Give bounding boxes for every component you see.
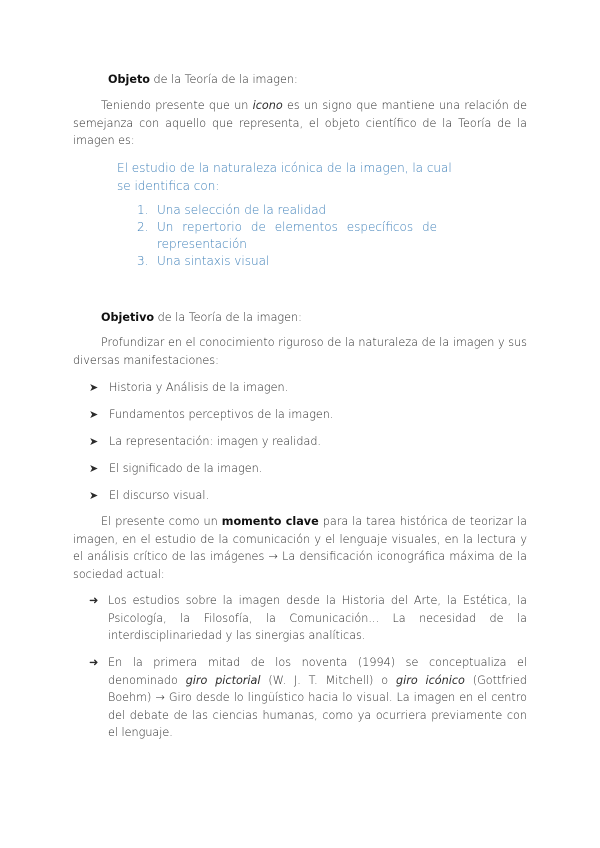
heading-objetivo-rest: de la Teoría de la imagen:: [154, 311, 302, 324]
list-item: [137, 253, 437, 270]
bullet-text: El significado de la imagen.: [109, 462, 263, 475]
paragraph-momento-clave: [73, 513, 527, 583]
bullet-arrowhead-icon: ➤: [89, 462, 99, 475]
bullet-arrowhead-icon: ➤: [89, 489, 99, 502]
heading-objeto-rest: de la Teoría de la imagen:: [149, 73, 298, 86]
list-text: Un repertorio de elementos específicos de representación: [157, 220, 437, 251]
list-text: Una sintaxis visual: [157, 254, 270, 268]
heading-objeto: [108, 71, 528, 89]
para-momento-after: para la tarea histórica de teorizar la imagen, en el estudio de la comunicación y el lenguaje visuales, en la lectura y el análisis crítico de las imágenes → La densificación iconográfica máxima de la sociedad actual:: [73, 515, 527, 581]
list-text: Una selección de la realidad: [157, 203, 327, 217]
bullet-item: [89, 460, 529, 478]
bullet-item: [89, 406, 529, 424]
list-number: 1.: [137, 203, 149, 217]
heading-objetivo-bold: Objetivo: [101, 311, 155, 324]
bullet-text: Fundamentos perceptivos de la imagen.: [109, 408, 334, 421]
arrow-item: [89, 654, 527, 742]
bullet-item: [89, 487, 529, 505]
list-item: [137, 202, 437, 219]
arrow-item-text: [89, 654, 527, 742]
para-icono-after: es un signo que mantiene una relación de semejanza con aquello que representa, el objeto científico de la Teoría de la imagen es:: [73, 99, 527, 148]
bullet-arrowhead-icon: ➤: [89, 435, 99, 448]
para-momento-before: El presente como un: [101, 515, 222, 528]
list-item: [137, 219, 437, 253]
bullet-text: Historia y Análisis de la imagen.: [109, 381, 289, 394]
ordered-list: [137, 202, 437, 270]
giro-text-3: (Gottfried Boehm) → Giro desde lo lingüístico hacia lo visual. La imagen en el centro del debate de las ciencias humanas, como ya ocurriera previamente con el lenguaje.: [108, 673, 527, 740]
bullet-item: [89, 433, 529, 451]
arrow-right-icon: ➜: [89, 656, 99, 669]
bullet-text: El discurso visual.: [109, 489, 210, 502]
para-icono-before: Teniendo presente que un: [101, 99, 253, 112]
list-number: 3.: [137, 254, 149, 268]
arrow-item-text: Los estudios sobre la imagen desde la Historia del Arte, la Estética, la Psicología, la Filosofía, la Comunicación... La necesidad de la interdisciplinariedad y las sinergias analíticas.: [108, 594, 527, 643]
heading-objetivo: [101, 309, 521, 327]
arrow-right-icon: ➜: [89, 594, 99, 607]
giro-text-1: En la primera mitad de los noventa (1994) se conceptualiza el denominado: [108, 656, 527, 687]
paragraph-icono: [73, 97, 527, 150]
para-momento-bold: momento clave: [221, 515, 319, 528]
giro-text-2: (W. J. T. Mitchell) o: [260, 673, 397, 687]
bullet-text: La representación: imagen y realidad.: [109, 435, 321, 448]
blue-intro-text: El estudio de la naturaleza icónica de la imagen, la cual se identifica con:: [117, 161, 452, 193]
para-icono-italic: icono: [252, 99, 283, 112]
bullet-item: [89, 379, 529, 397]
list-number: 2.: [137, 220, 149, 234]
arrow-item: [89, 592, 527, 645]
giro-pictorial-italic: giro pictorial: [185, 673, 261, 687]
bullet-arrowhead-icon: ➤: [89, 381, 99, 394]
paragraph-objetivo: Profundizar en el conocimiento riguroso de la naturaleza de la imagen y sus diversas manifestaciones:: [73, 336, 527, 367]
giro-iconico-italic: giro icónico: [396, 673, 465, 687]
heading-objeto-bold: Objeto: [108, 73, 150, 86]
bullet-arrowhead-icon: ➤: [89, 408, 99, 421]
